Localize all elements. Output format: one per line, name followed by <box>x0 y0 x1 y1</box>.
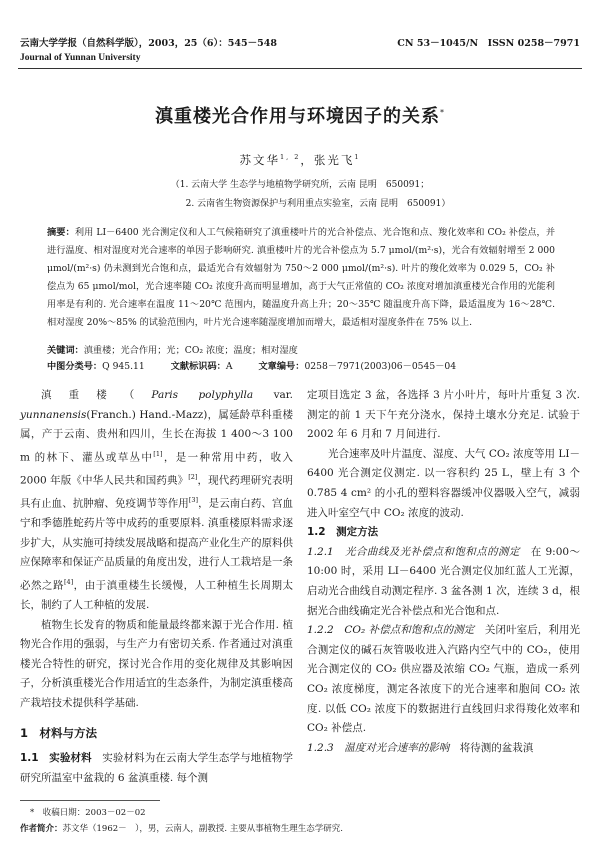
author-bio: 作者简介：苏文华（1962－ ），男，云南人，副教授. 主要从事植物生理生态学研究. <box>20 824 344 834</box>
section-1-2-1: 1.2.1 光合曲线及光补偿点和饱和点的测定 在 9:00～10:00 时，采用 LI－6400 光合测定仪加红蓝人工光源，启动光合曲线自动测定程序. 3 盆各测 1 次，连续 3 d，根据光合曲线确定光合补偿点和光合饱和点. <box>307 545 580 617</box>
title-footnote-mark: * <box>440 108 445 117</box>
affiliation-2: 2. 云南省生物资源保护与利用重点实验室，云南 昆明 650091） <box>185 199 451 209</box>
abstract-label: 摘要： <box>47 227 75 238</box>
footnote-rule <box>20 800 160 801</box>
header-rule <box>18 68 582 69</box>
section-1-2-heading: 1.2 测定方法 <box>307 526 379 539</box>
section-1-heading: 1 材料与方法 <box>20 725 98 740</box>
section-1-1: 1.1 实验材料 实验材料为在云南大学生态学与地植物学研究所温室中盆栽的 6 盆滇重楼. 每个测 <box>20 752 293 784</box>
received-date: * 收稿日期：2003－02－02 <box>30 808 146 818</box>
author-1: 苏文华 <box>239 153 280 167</box>
instrument-paragraph: 光合速率及叶片温度、湿度、大气 CO₂ 浓度等用 LI－6400 光合测定仪测定. 以一容积约 25 L，壁上有 3 个 0.785 4 cm² 的小孔的塑料容器缓冲仪器吸入空气，减弱进入叶室空气中 CO₂ 浓度的波动. <box>307 447 580 519</box>
intro-paragraph-1: 滇重楼（Paris polyphylla var. yunnanensis(Franch.) Hand.-Mazz)，属延龄草科重楼属，产于云南、贵州和四川，生长在海拔 1 400～3 100 m 的林下、灌丛或草丛中[1]，是一种常用中药，收入 2000 年版《中华人民共和国药典》[2]，现代药理研究表明具有止血、抗肿瘤、免疫调节等作用[3]，是云南白药、宫血宁和季德胜蛇药片等中成药的重要原料. 滇重楼原料需求逐步扩大，从实施可持续发展战略和提高产业化生产的原料供应保障率和保证产品质量的角度出发，进行人工栽培是一条必然之路[4]，由于滇重楼生长缓慢，人工种植生长周期太长，制约了人工种植的发展. <box>20 389 294 611</box>
affiliation-1: （1. 云南大学 生态学与地植物学研究所，云南 昆明 650091； <box>170 180 430 190</box>
classification-line: 中图分类号：Q 945.11 文献标识码：A 文章编号：0258－7971(2003)06－0545－04 <box>47 361 457 372</box>
journal-english-name: Journal of Yunnan University <box>20 53 141 63</box>
right-column <box>307 386 580 758</box>
issn-line: CN 53－1045/N ISSN 0258－7971 <box>397 38 580 49</box>
keywords: 关键词：滇重楼；光合作用；光；CO₂ 浓度；温度；相对湿度 <box>47 345 298 356</box>
left-column <box>20 386 293 788</box>
journal-citation: 云南大学学报（自然科学版），2003，25（6）：545－548 <box>20 38 277 49</box>
materials-continued: 定项目选定 3 盆，各选择 3 片小叶片，每叶片重复 3 次. 测定的前 1 天下午充分浇水，保持土壤水分充足. 试验于 2002 年 6 月和 7 月间进行. <box>307 389 580 441</box>
abstract <box>47 224 555 332</box>
section-1-2-2: 1.2.2 CO₂ 补偿点和饱和点的测定 关闭叶室后，利用光合测定仪的碱石灰管吸收进入汽路内空气中的 CO₂，使用光合测定仪的 CO₂ 供应器及浓缩 CO₂ 气瓶，造成一系列 CO₂ 浓度梯度，测定各浓度下的光合速率和胞间 CO₂ 浓度. 以低 CO₂ 浓度下的数据进行直线回归求得羧化效率和 CO₂ 补偿点. <box>307 624 581 735</box>
abstract-text: 利用 LI－6400 光合测定仪和人工气候箱研究了滇重楼叶片的光合补偿点、光合饱和点、羧化效率和 CO₂ 补偿点，并进行温度、相对湿度对光合速率的单因子影响研究. 滇重楼叶片的光合补偿点为 5.7 μmol/(m²·s)，光合有效辐射增至 2 000 μmol/(m²·s) 仍未测到光合饱和点，最适光合有效辐射为 750～2 000 μmol/(m²·s). 叶片的羧化效率为 0.029 5，CO₂ 补偿点为 65 μmol/mol，光合速率随 CO₂ 浓度升高而明显增加，高于大气正常值的 CO₂ 浓度对增加滇重楼光合作用的光能利用率是有利的. 光合速率在温度 11～20℃ 范围内，随温度升高上升；20～35℃ 随温度升高下降，最适温度为 16～28℃. 相对湿度 20%～85% 的试验范围内，叶片光合速率随湿度增加而增大，最适相对湿度条件在 75% 以上. <box>47 227 556 328</box>
intro-paragraph-2: 植物生长发育的物质和能量最终都来源于光合作用. 植物光合作用的强弱，与生产力有密切关系. 作者通过对滇重楼光合特性的研究，探讨光合作用的变化规律及其影响因子，分析滇重楼光合作用适宜的生态条件，为制定滇重楼高产栽培技术提供科学基础. <box>20 618 293 709</box>
author-2: 张光飞 <box>313 153 355 167</box>
author-line: 苏文华$^{1, 2}$，张光飞$^1$ <box>239 153 361 167</box>
article-title: 滇重楼光合作用与环境因子的关系* <box>155 106 445 127</box>
section-1-2-3: 1.2.3 温度对光合速率的影响 将待测的盆栽滇 <box>307 741 534 754</box>
